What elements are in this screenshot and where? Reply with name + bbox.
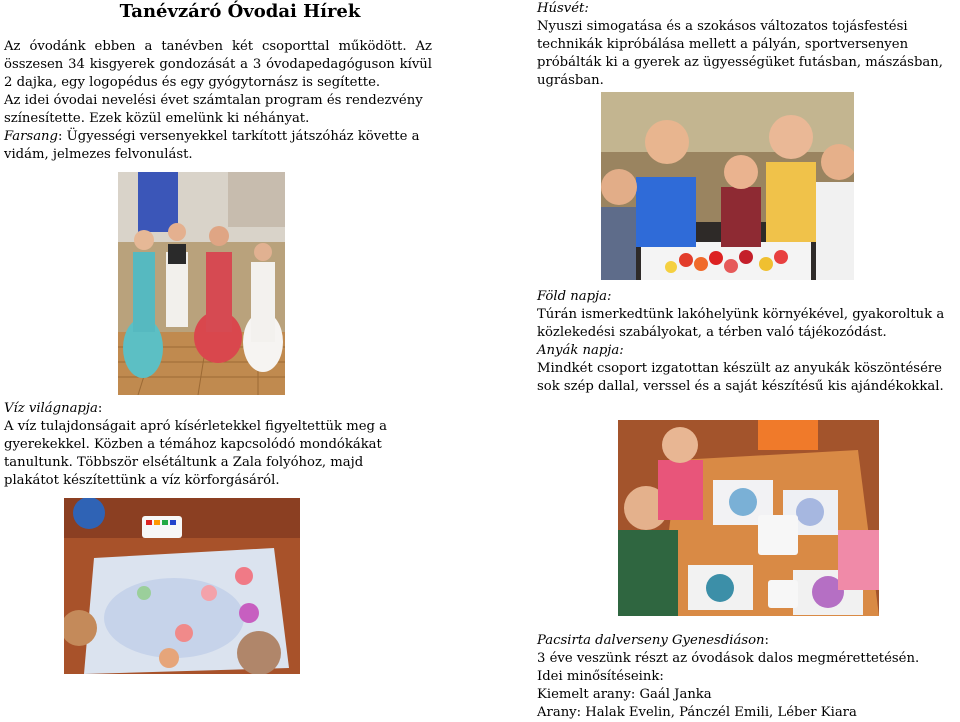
pacsirta-colon: :: [764, 633, 769, 648]
water-painting-photo: [64, 498, 300, 674]
pacsirta-line-1: 3 éve veszünk részt az óvodások dalos megmérettetésén.: [537, 651, 920, 666]
fold-text: Túrán ismerkedtünk lakóhelyünk környékével, gyakoroltuk a közlekedési szabályokat, a térben való tájékozódást.: [537, 307, 945, 340]
farsang-label: Farsang: [4, 129, 58, 144]
farsang-paragraph: [4, 128, 432, 164]
pacsirta-label: Pacsirta dalverseny Gyenesdiáson: [537, 633, 765, 648]
viz-section: [4, 400, 422, 490]
husvet-label: Húsvét:: [537, 1, 589, 16]
pacsirta-line-4: Arany: Halak Evelin, Pánczél Emili, Léber Kiara: [537, 705, 857, 720]
page-title: Tanévzáró Óvodai Hírek: [119, 1, 361, 22]
pacsirta-line-2: Idei minősítéseink:: [537, 669, 664, 684]
carnival-photo: [118, 172, 285, 395]
anyak-label: Anyák napja:: [537, 343, 624, 358]
anyak-text: Mindkét csoport izgatottan készült az anyukák köszöntésére sok szép dallal, verssel és a saját készítésű kis ajándékokkal.: [537, 361, 944, 394]
viz-heading: [4, 400, 422, 418]
easter-photo: [601, 92, 854, 280]
viz-label: Víz világnapja: [4, 401, 98, 416]
fold-anyak-section: [537, 288, 960, 396]
fold-label: Föld napja:: [537, 289, 612, 304]
painting-table-photo: [618, 420, 879, 616]
viz-colon: :: [97, 401, 103, 416]
viz-text: A víz tulajdonságait apró kísérletekkel figyeltettük meg a gyerekekkel. Közben a témához kapcsolódó mondókákat tanultunk. Többször elsétáltunk a Zala folyóhoz, majd plakátot készítettünk a víz körforgásáról.: [4, 419, 388, 488]
pacsirta-heading: [537, 632, 960, 650]
farsang-text: : Ügyességi versenyekkel tarkított játszóház követte a vidám, jelmezes felvonulást.: [4, 129, 420, 162]
intro-paragraph-1: Az óvodánk ebben a tanévben két csoporttal működött. Az összesen 34 kisgyerek gondozását a 3 óvodapedagóguson kívül 2 dajka, egy logopédus és egy gyógytornász is segítette.: [4, 39, 432, 90]
husvet-text: Nyuszi simogatása és a szokásos változatos tojásfestési technikák kipróbálása mellett a pályán, sportversenyen próbálták ki a gyerek az ügyességüket futásban, mászásban, ugrásban.: [537, 19, 943, 88]
intro-paragraph-2: Az idei óvodai nevelési évet számtalan program és rendezvény színesítette. Ezek közül emelünk ki néhányat.: [4, 93, 423, 126]
intro-section: [4, 38, 432, 164]
pacsirta-line-3: Kiemelt arany: Gaál Janka: [537, 687, 712, 702]
pacsirta-section: [537, 632, 960, 722]
husvet-section: [537, 0, 955, 90]
